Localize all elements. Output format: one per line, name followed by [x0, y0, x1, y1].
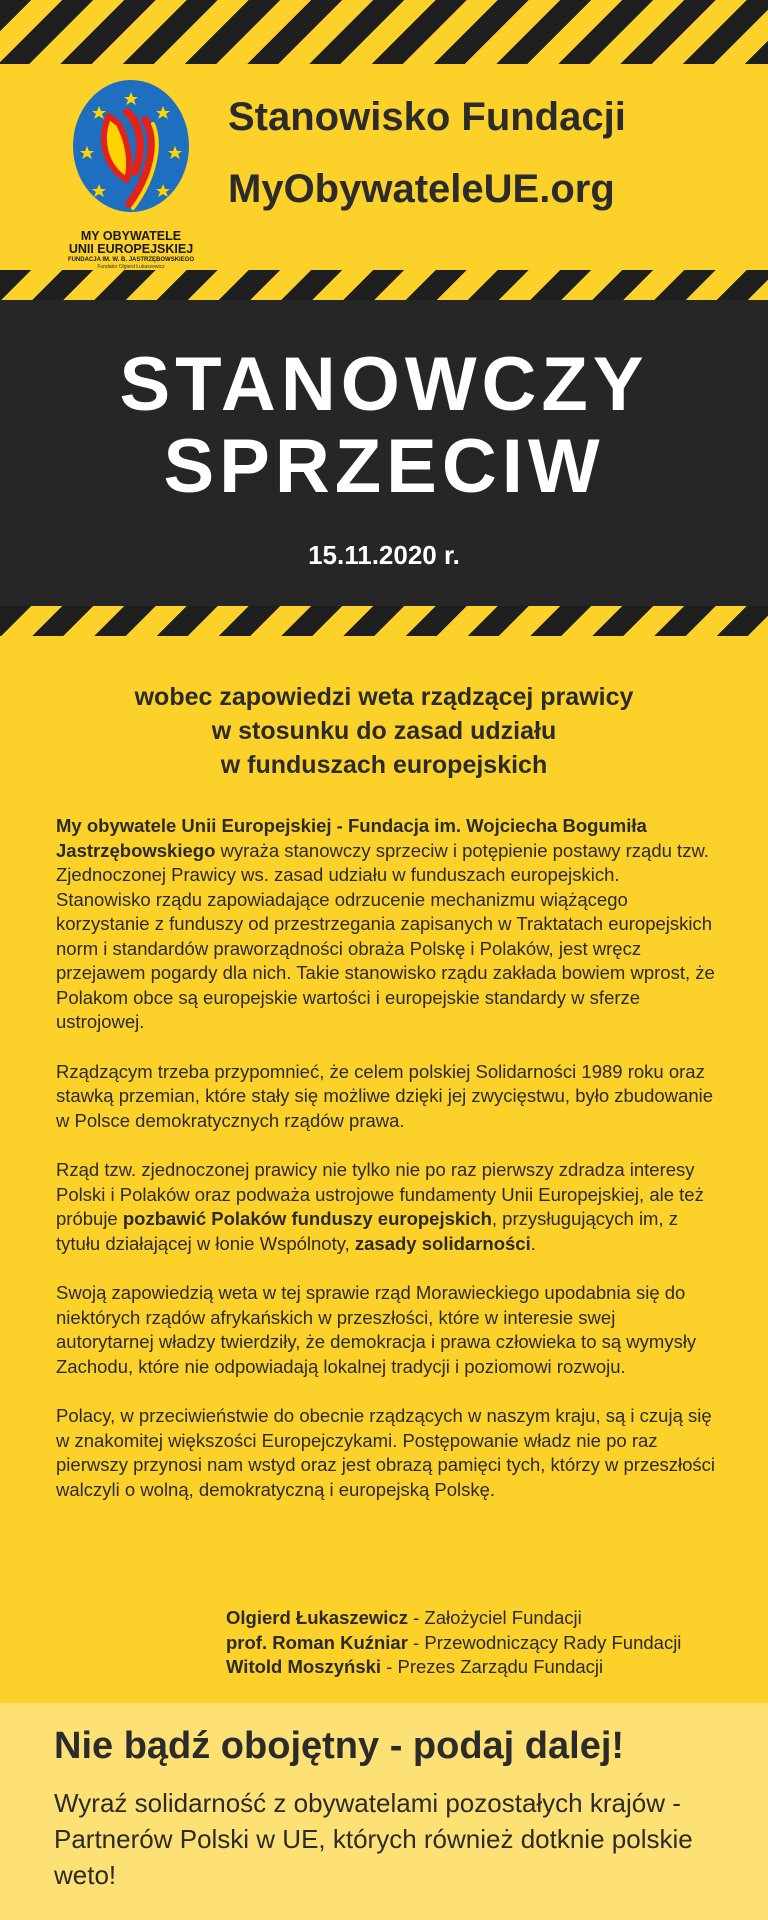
hero-title-line2: SPRZECIW	[163, 424, 605, 509]
signature-line	[226, 1655, 746, 1680]
signature-name: prof. Roman Kuźniar	[226, 1631, 408, 1653]
subtitle-line2: w stosunku do zasad udziału	[211, 717, 557, 745]
hazard-stripes-middle	[0, 270, 768, 300]
paragraph-4: Swoją zapowiedzią weta w tej sprawie rząd Morawieckiego upodabnia się do niektórych rządów afrykańskich w przeszłości, które w interesie swej autorytarnej władzy twierdziły, że demokracja i prawa człowieka to są wymysły Zachodu, które nie odpowiadają lokalnej tradycji i poziomowi rozwoju.	[56, 1282, 697, 1377]
logo-text-line3: FUNDACJA IM. W. B. JASTRZĘBOWSKIEGO	[67, 257, 195, 263]
logo-text-line1: MY OBYWATELE	[80, 229, 182, 243]
paragraph-3-bold1: pozbawić Polaków funduszy europejskich	[122, 1208, 492, 1229]
signature-name: Olgierd Łukaszewicz	[226, 1607, 408, 1628]
paragraph-3	[56, 1158, 716, 1256]
signature-role: - Prezes Zarządu Fundacji	[381, 1656, 604, 1677]
paragraph-3-text3: .	[530, 1232, 536, 1254]
signature-role: - Założyciel Fundacji	[407, 1607, 582, 1628]
subtitle	[0, 680, 768, 782]
paragraph-1-text: wyraża stanowczy sprzeciw i potępienie postawy rządu tzw. Zjednoczonej Prawicy ws. zasad udziału w funduszach europejskich. Stanowisko rządu zapowiadające odrzucenie mechanizmu wiążącego korzystanie z funduszy od przestrzegania zapisanych w Traktatach europejskich norm i standardów praworządności obraża Polskę i Polaków, jest wręcz przejawem pogardy dla nich. Takie stanowisko rządu zakłada bowiem wprost, że Polakom obce są europejskie wartości i europejskie standardy w sferze ustrojowej.	[56, 839, 715, 1032]
signatures	[226, 1606, 746, 1680]
foundation-url: MyObywateleUE.org	[228, 167, 615, 211]
subtitle-line1: wobec zapowiedzi weta rządzącej prawicy	[134, 683, 634, 711]
signature-role: - Przewodniczący Rady Fundacji	[407, 1631, 682, 1653]
footer-call-to-action: Nie bądź obojętny - podaj dalej!	[54, 1725, 625, 1767]
logo-text-line4: Fundator Olgierd Łukaszewicz	[97, 264, 165, 270]
signature-line	[226, 1606, 746, 1631]
header-title: Stanowisko Fundacji	[228, 95, 626, 139]
paragraph-3-bold2: zasady solidarności	[354, 1232, 531, 1254]
subtitle-line3: w funduszach europejskich	[220, 751, 548, 779]
hero-title-line1: STANOWCZY	[119, 342, 649, 427]
logo-emblem-icon	[69, 76, 193, 226]
paragraph-5: Polacy, w przeciwieństwie do obecnie rządzących w naszym kraju, są i czują się w znakomitej większości Europejczykami. Postępowanie władz nie po raz pierwszy przynosi nam wstyd oraz jest obrazą pamięci tych, którzy w przeszłości walczyli o wolną, demokratyczną i europejską Polskę.	[56, 1405, 716, 1500]
paragraph-2: Rządzącym trzeba przypomnieć, że celem polskiej Solidarności 1989 roku oraz stawką przemian, które stały się możliwe dzięki jej zwycięstwu, było zbudowanie w Polsce demokratycznych rządów prawa.	[56, 1060, 714, 1131]
paragraph-3-text2: , przysługujących im, z tytułu działającej w łonie Wspólnoty,	[56, 1208, 678, 1254]
footer-callout	[0, 1703, 768, 1920]
header	[0, 64, 768, 270]
statement-date: 15.11.2020 r.	[308, 540, 460, 570]
hazard-stripes-lower	[0, 606, 768, 636]
signature-line	[226, 1631, 746, 1656]
hazard-stripes-top	[0, 0, 768, 64]
hero-band	[0, 300, 768, 606]
statement-body	[56, 814, 716, 1527]
paragraph-3-text1: Rząd tzw. zjednoczonej prawicy nie tylko nie po raz pierwszy zdradza interesy Polski i Polaków oraz podważa ustrojowe fundamenty Unii Europejskiej, ale też próbuje	[56, 1159, 704, 1229]
foundation-logo	[62, 76, 200, 270]
paragraph-1	[56, 814, 716, 1035]
footer-text: Wyraź solidarność z obywatelami pozostałych krajów - Partnerów Polski w UE, których również dotknie polskie weto!	[54, 1788, 693, 1890]
paragraph-1-bold: My obywatele Unii Europejskiej - Fundacja im. Wojciecha Bogumiła Jastrzębowskiego	[56, 815, 647, 861]
logo-text-line2: UNII EUROPEJSKIEJ	[68, 242, 194, 256]
signature-name: Witold Moszyński	[226, 1656, 382, 1677]
